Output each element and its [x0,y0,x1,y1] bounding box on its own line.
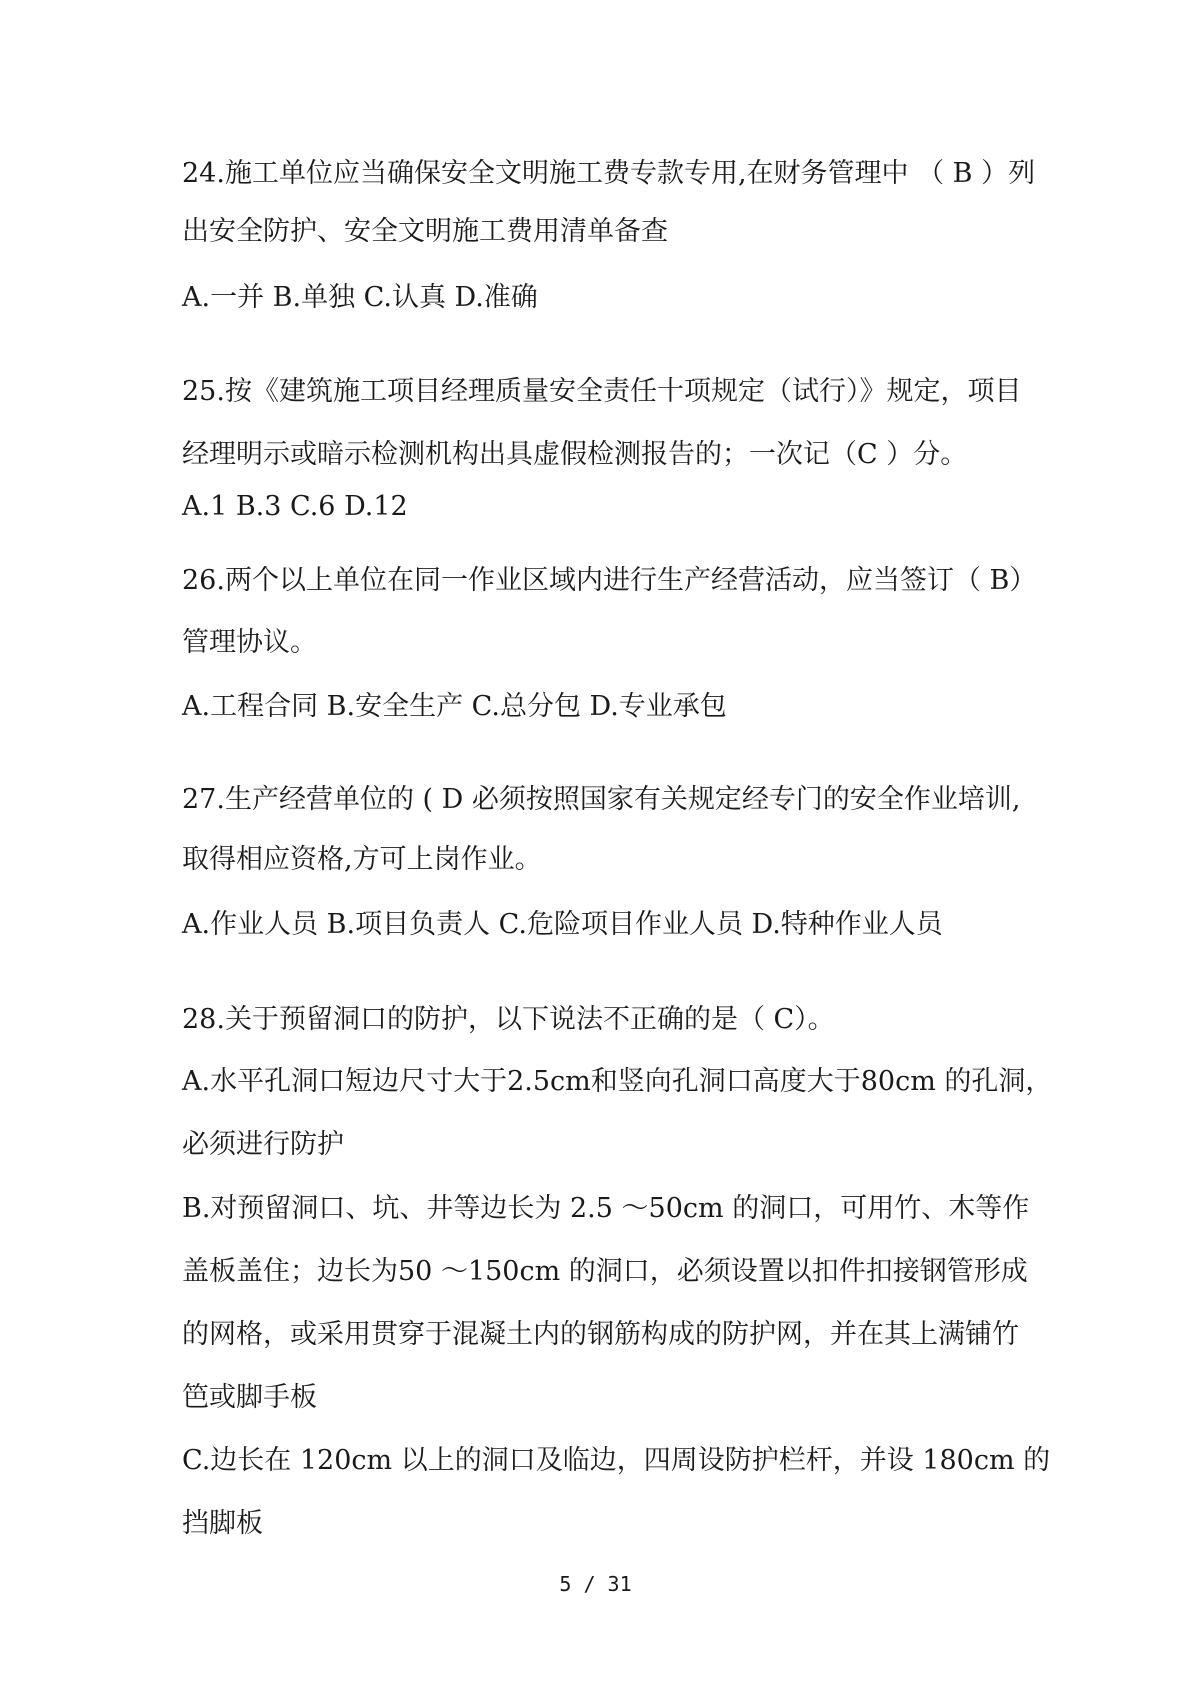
question-28-option-line-8: 挡脚板 [182,1508,263,1539]
question-26-line-1: 26.两个以上单位在同一作业区域内进行生产经营活动，应当签订（ B） [182,565,1037,596]
question-27-options: A.作业人员 B.项目负责人 C.危险项目作业人员 D.特种作业人员 [182,909,943,940]
question-28-option-line-5: 的网格，或采用贯穿于混凝土内的钢筋构成的防护网，并在其上满铺竹 [182,1319,1019,1350]
question-28-option-line-7: C.边长在 120cm 以上的洞口及临边，四周设防护栏杆，并设 180cm 的 [182,1445,1051,1476]
question-28-option-line-2: 必须进行防护 [182,1129,344,1160]
question-28-line-1: 28.关于预留洞口的防护，以下说法不正确的是（ C）。 [182,1004,835,1035]
question-27-line-2: 取得相应资格,方可上岗作业。 [182,844,542,875]
question-24-line-1: 24.施工单位应当确保安全文明施工费专款专用,在财务管理中 （ B ）列 [182,158,1036,189]
question-25-line-2: 经理明示或暗示检测机构出具虚假检测报告的；一次记（C ）分。 [182,439,968,470]
question-24-options: A.一并 B.单独 C.认真 D.准确 [182,282,538,313]
question-26-options: A.工程合同 B.安全生产 C.总分包 D.专业承包 [182,691,727,722]
question-25-line-1: 25.按《建筑施工项目经理质量安全责任十项规定（试行）》规定，项目 [182,376,1022,407]
question-25-options: A.1 B.3 C.6 D.12 [182,491,408,522]
page-number: 5 / 31 [559,1572,632,1596]
question-28-option-line-4: 盖板盖住；边长为50 ～150cm 的洞口，必须设置以扣件扣接钢管形成 [182,1256,1028,1287]
question-28-option-line-3: B.对预留洞口、坑、井等边长为 2.5 ～50cm 的洞口，可用竹、木等作 [182,1193,1030,1224]
question-28-option-line-6: 笆或脚手板 [182,1382,317,1413]
question-26-line-2: 管理协议。 [182,627,317,658]
question-27-line-1: 27.生产经营单位的 ( D 必须按照国家有关规定经专门的安全作业培训, [182,784,1021,815]
question-24-line-2: 出安全防护、安全文明施工费用清单备查 [182,216,668,247]
question-28-option-line-1: A.水平孔洞口短边尺寸大于2.5cm和竖向孔洞口高度大于80cm 的孔洞， [182,1066,1053,1097]
